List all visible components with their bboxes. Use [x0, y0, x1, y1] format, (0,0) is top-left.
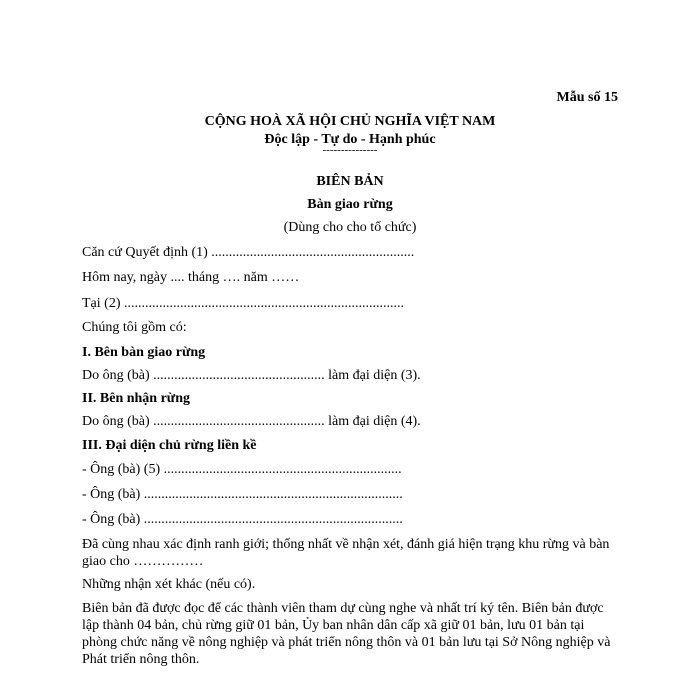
section-3-heading: III. Đại diện chủ rừng liền kề: [82, 438, 257, 453]
document-subtitle: Bàn giao rừng: [307, 197, 393, 212]
other-remarks: Những nhận xét khác (nếu có).: [82, 577, 256, 592]
list-item: - Ông (bà) ..........................................................................: [82, 512, 403, 527]
national-name: CỘNG HOÀ XÃ HỘI CHỦ NGHĨA VIỆT NAM: [204, 114, 496, 129]
participants-intro: Chúng tôi gồm có:: [82, 320, 187, 335]
document-note: (Dùng cho cho tổ chức): [283, 220, 417, 235]
header-separator: ---------------: [322, 144, 378, 156]
list-item: - Ông (bà) (5) ....................................................................: [82, 462, 402, 477]
date-line: Hôm nay, ngày .... tháng …. năm ……: [82, 270, 300, 285]
closing-paragraph: Biên bản đã được đọc để các thành viên tham dự cùng nghe và nhất trí ký tên. Biên bản được lập thành 04 bản, chủ rừng giữ 01 bản, Ủy ban nhân dân cấp xã giữ 01 bản, lưu 01 bản tại phòng chức năng về nông nghiệp và phát triển nông thôn và 01 bản lưu tại Sở Nông nghiệp và Phát triển nông thôn.: [82, 601, 611, 667]
form-number: Mẫu số 15: [556, 90, 618, 105]
can-cu-line: Căn cứ Quyết định (1) ..........................................................: [82, 245, 415, 260]
section-2-heading: II. Bên nhận rừng: [82, 391, 190, 406]
section-1-representative: Do ông (bà) ................................................. làm đại diện (3).: [82, 368, 421, 383]
section-2-representative: Do ông (bà) ................................................. làm đại diện (4).: [82, 414, 421, 429]
location-line: Tại (2) ................................................................................: [82, 296, 404, 311]
list-item: - Ông (bà) ..........................................................................: [82, 487, 403, 502]
document-title: BIÊN BẢN: [316, 174, 384, 189]
motto: Độc lập - Tự do - Hạnh phúc: [264, 132, 436, 147]
section-1-heading: I. Bên bàn giao rừng: [82, 345, 206, 360]
assessment-paragraph: Đã cùng nhau xác định ranh giới; thống nhất về nhận xét, đánh giá hiện trạng khu rừng và bàn giao cho ……………: [82, 537, 610, 569]
